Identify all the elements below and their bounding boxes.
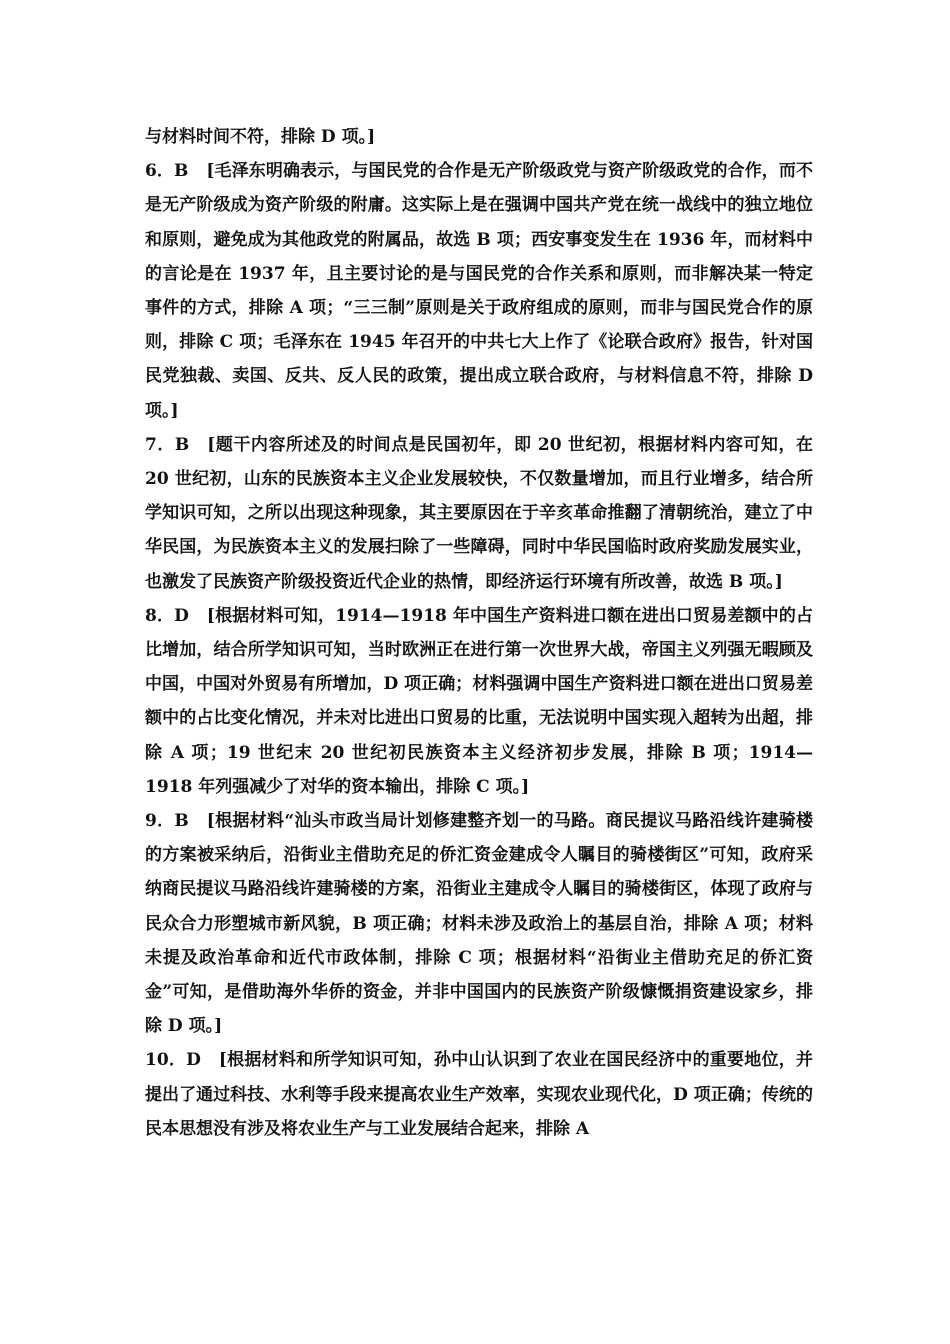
answer-number: 7．B bbox=[145, 434, 190, 455]
answer-explanation: [题干内容所述及的时间点是民国初年，即 20 世纪初，根据材料内容可知，在 20 世纪初，山东的民族资本主义企业发展较快，不仅数量增加，而且行业增多，结合所学知识可知，之所以出现这种现象，其主要原因在于辛亥革命推翻了清朝统治，建立了中华民国，为民族资本主义的发展扫除了一些障碍，同时中华民国临时政府奖励发展实业，也激发了民族资产阶级投资近代企业的热情，即经济运行环境有所改善，故选 B 项。] bbox=[145, 434, 813, 592]
paragraph-continuation bbox=[145, 120, 813, 154]
answer-number: 8．D bbox=[145, 605, 189, 626]
answer-item-8 bbox=[145, 599, 813, 804]
answer-explanation: [根据材料可知，1914—1918 年中国生产资料进口额在进出口贸易差额中的占比增加，结合所学知识可知，当时欧洲正在进行第一次世界大战，帝国主义列强无暇顾及中国，中国对外贸易有所增加，D 项正确；材料强调中国生产资料进口额在进出口贸易差额中的占比变化情况，并未对比进出口贸易的比重，无法说明中国实现入超转为出超，排除 A 项；19 世纪末 20 世纪初民族资本主义经济初步发展，排除 B 项；1914—1918 年列强减少了对华的资本输出，排除 C 项。] bbox=[145, 605, 813, 797]
answer-item-7 bbox=[145, 428, 813, 599]
answer-number: 9．B bbox=[145, 811, 189, 832]
answer-item-10 bbox=[145, 1043, 813, 1146]
answer-explanation: [根据材料和所学知识可知，孙中山认识到了农业在国民经济中的重要地位，并提出了通过科技、水利等手段来提高农业生产效率，实现农业现代化，D 项正确；传统的民本思想没有涉及将农业生产与工业发展结合起来，排除 A bbox=[145, 1050, 813, 1139]
answer-explanation: [根据材料“汕头市政当局计划修建整齐划一的马路。商民提议马路沿线许建骑楼的方案被采纳后，沿街业主借助充足的侨汇资金建成令人瞩目的骑楼街区”可知，政府采纳商民提议马路沿线许建骑楼的方案，沿街业主建成令人瞩目的骑楼街区，体现了政府与民众合力形塑城市新风貌，B 项正确；材料未涉及政治上的基层自治，排除 A 项；材料未提及政治革命和近代市政体制，排除 C 项；根据材料“沿街业主借助充足的侨汇资金”可知，是借助海外华侨的资金，并非中国国内的民族资产阶级慷慨捐资建设家乡，排除 D 项。] bbox=[145, 811, 813, 1037]
answer-item-9 bbox=[145, 804, 813, 1043]
paragraph-text: 与材料时间不符，排除 D 项。] bbox=[145, 127, 376, 147]
answer-item-6 bbox=[145, 154, 813, 428]
answer-explanation: [毛泽东明确表示，与国民党的合作是无产阶级政党与资产阶级政党的合作，而不是无产阶级成为资产阶级的附庸。这实际上是在强调中国共产党在统一战线中的独立地位和原则，避免成为其他政党的附属品，故选 B 项；西安事变发生在 1936 年，而材料中的言论是在 1937 年，且主要讨论的是与国民党的合作关系和原则，而非解决某一特定事件的方式，排除 A 项；“三三制”原则是关于政府组成的原则，而非与国民党合作的原则，排除 C 项；毛泽东在 1945 年召开的中共七大上作了《论联合政府》报告，针对国民党独裁、卖国、反共、反人民的政策，提出成立联合政府，与材料信息不符，排除 D 项。] bbox=[145, 161, 813, 421]
answer-explanations bbox=[145, 120, 813, 1146]
answer-number: 10．D bbox=[145, 1050, 201, 1071]
answer-number: 6．B bbox=[145, 161, 189, 182]
